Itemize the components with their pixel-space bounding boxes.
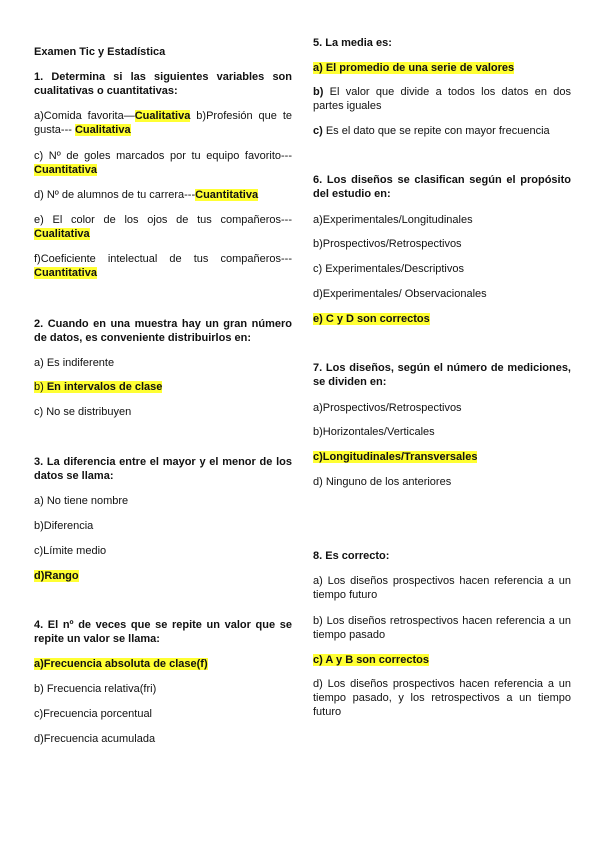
q4-a-answer: a)Frecuencia absoluta de clase(f) (34, 658, 208, 670)
q5-a-answer: a) El promedio de una serie de valores (313, 62, 515, 74)
q6-e-answer: e) C y D son correctos (313, 313, 430, 325)
q4-question: 4. El nº de veces que se repite un valor que se repite un valor se llama: (34, 619, 292, 645)
q6-option-c: c) Experimentales/Descriptivos (313, 263, 464, 275)
q1-items-ab (34, 109, 292, 137)
q1-e-text: e) El color de los ojos de tus compañeros--- (34, 214, 292, 226)
q3-option-a: a) No tiene nombre (34, 495, 129, 507)
q1-e-answer: Cualitativa (34, 228, 90, 240)
q4-option-c: c)Frecuencia porcentual (34, 708, 153, 720)
q2-option-b (34, 380, 292, 394)
q5-option-a (313, 61, 571, 75)
q1-item-c (34, 149, 292, 177)
q5-b-text: El valor que divide a todos los datos en dos partes iguales (313, 86, 571, 112)
q1-question: 1. Determina si las siguientes variables son cualitativas o cuantitativas: (34, 71, 292, 97)
q7-option-a: a)Prospectivos/Retrospectivos (313, 402, 462, 414)
q1-f-answer: Cuantitativa (34, 267, 97, 279)
q7-c-answer: c)Longitudinales/Transversales (313, 451, 478, 463)
q1-a-answer: Cualitativa (134, 110, 191, 122)
q1-item-e (34, 213, 292, 241)
q1-f-text: f)Coeficiente intelectual de tus compañeros--- (34, 253, 292, 265)
q3-d-answer: d)Rango (34, 570, 79, 582)
q2-question: 2. Cuando en una muestra hay un gran número de datos, es conveniente distribuirlos en: (34, 318, 292, 344)
q6-option-d: d)Experimentales/ Observacionales (313, 288, 487, 300)
q5-option-c (313, 124, 571, 138)
q1-b-answer: Cualitativa (74, 124, 131, 136)
q3-question: 3. La diferencia entre el mayor y el menor de los datos se llama: (34, 456, 292, 482)
q8-option-c (313, 653, 571, 667)
q4-option-d: d)Frecuencia acumulada (34, 733, 156, 745)
q1-d-text: d) Nº de alumnos de tu carrera--- (34, 189, 196, 201)
q4-option-a (34, 657, 292, 671)
q3-option-d (34, 569, 292, 583)
q5-question: 5. La media es: (313, 37, 392, 49)
q1-c-text: c) Nº de goles marcados por tu equipo favorito--- (34, 150, 292, 162)
q2-option-a: a) Es indiferente (34, 357, 115, 369)
q1-c-answer: Cuantitativa (34, 164, 97, 176)
q8-question: 8. Es correcto: (313, 550, 390, 562)
q2-b-prefix: b) (34, 381, 47, 393)
q6-option-e (313, 312, 571, 326)
q1-d-answer: Cuantitativa (195, 189, 259, 201)
q5-b-label: b) (313, 86, 324, 98)
q2-option-c: c) No se distribuyen (34, 406, 132, 418)
q2-b-answer: En intervalos de clase (46, 381, 163, 393)
q5-c-label: c) (313, 125, 323, 137)
q7-option-c (313, 450, 571, 464)
q6-question: 6. Los diseños se clasifican según el propósito del estudio en: (313, 174, 571, 200)
q5-option-b (313, 85, 571, 113)
q7-option-d: d) Ninguno de los anteriores (313, 476, 452, 488)
q1-item-d (34, 188, 292, 202)
q8-option-d: d) Los diseños prospectivos hacen referencia a un tiempo pasado, y los retrospectivos a un tiempo futuro (313, 678, 571, 718)
q5-c-text: Es el dato que se repite con mayor frecuencia (322, 125, 550, 137)
q3-option-c: c)Límite medio (34, 545, 107, 557)
q8-c-answer: c) A y B son correctos (313, 654, 429, 666)
q7-option-b: b)Horizontales/Verticales (313, 426, 435, 438)
q7-question: 7. Los diseños, según el número de mediciones, se dividen en: (313, 362, 571, 388)
exam-title: Examen Tic y Estadística (34, 46, 166, 58)
q6-option-a: a)Experimentales/Longitudinales (313, 214, 473, 226)
q6-option-b: b)Prospectivos/Retrospectivos (313, 238, 462, 250)
q8-option-a: a) Los diseños prospectivos hacen referencia a un tiempo futuro (313, 575, 571, 601)
q4-option-b: b) Frecuencia relativa(fri) (34, 683, 157, 695)
q3-option-b: b)Diferencia (34, 520, 94, 532)
q1-item-f (34, 252, 292, 280)
q1-b-text: b)Profesión que te gusta--- (34, 110, 292, 136)
q1-a-text: a)Comida favorita— (34, 110, 135, 122)
q8-option-b: b) Los diseños retrospectivos hacen referencia a un tiempo pasado (313, 615, 571, 641)
